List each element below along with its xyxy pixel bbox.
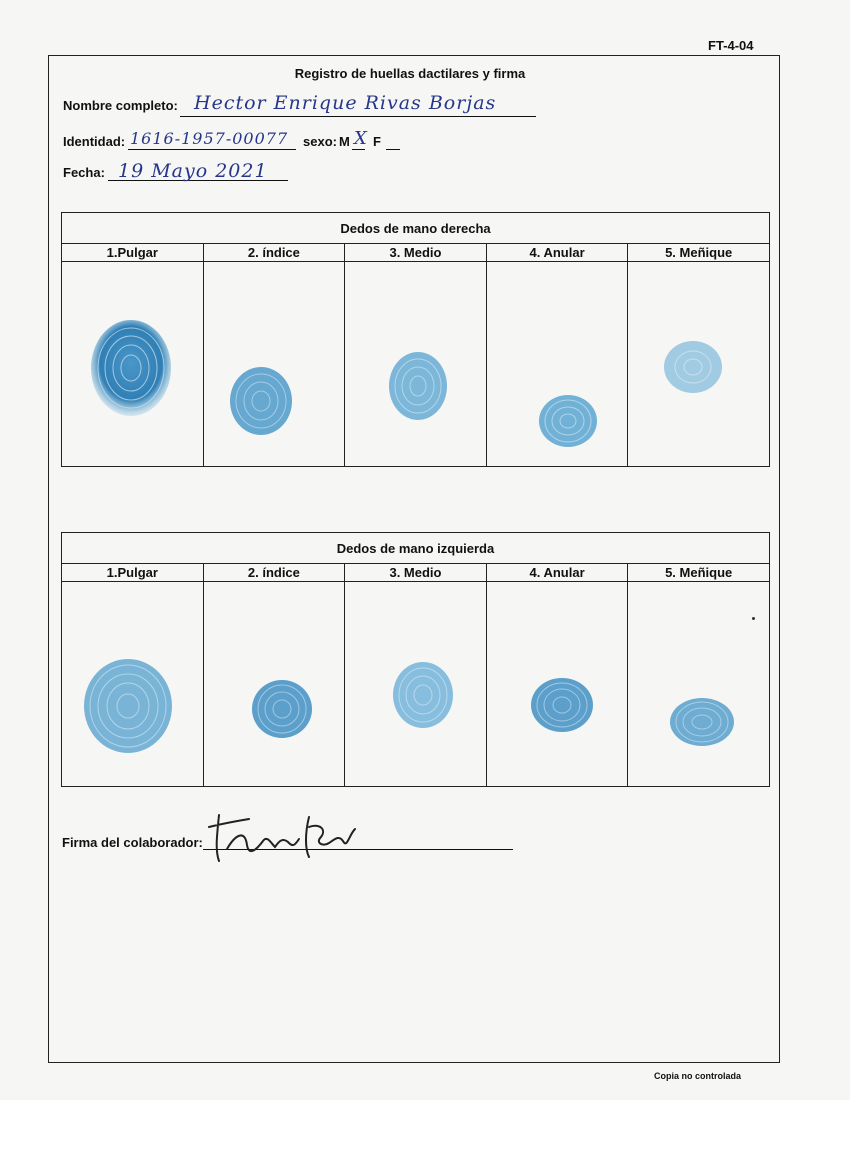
left-hand-table [61, 532, 770, 787]
right-pinky-print [662, 338, 724, 396]
right-hand-print-cells [62, 262, 769, 467]
form-code: FT-4-04 [708, 38, 754, 53]
signature-label: Firma del colaborador: [62, 835, 203, 850]
right-col-ring: 4. Anular [487, 244, 629, 261]
sex-m-underline [352, 149, 365, 150]
sex-m-mark: X [354, 128, 368, 149]
left-pinky-print [668, 696, 736, 748]
right-hand-table [61, 212, 770, 467]
right-hand-columns [62, 244, 769, 262]
right-index-cell [204, 262, 346, 467]
left-col-thumb: 1.Pulgar [62, 564, 204, 581]
right-col-thumb: 1.Pulgar [62, 244, 204, 261]
right-pinky-cell [628, 262, 769, 467]
left-ring-cell [487, 582, 629, 787]
right-col-index: 2. índice [204, 244, 346, 261]
right-middle-print [387, 350, 449, 422]
left-index-cell [204, 582, 346, 787]
signature-scribble [205, 805, 365, 867]
right-ring-print [537, 392, 599, 450]
date-value: 19 Mayo 2021 [118, 160, 268, 182]
left-col-pinky: 5. Meñique [665, 565, 733, 580]
left-hand-columns [62, 564, 769, 582]
form-title: Registro de huellas dactilares y firma [294, 66, 526, 81]
date-label: Fecha: [63, 165, 105, 180]
speck [752, 617, 755, 620]
right-ring-cell [487, 262, 629, 467]
right-col-middle: 3. Medio [345, 244, 487, 261]
left-thumb-print [82, 656, 174, 756]
left-middle-cell [345, 582, 487, 787]
left-col-index: 2. índice [204, 564, 346, 581]
footer-note: Copia no controlada [654, 1071, 742, 1081]
right-thumb-print [88, 317, 174, 419]
scan-margin [0, 1100, 850, 1170]
right-index-print [228, 365, 294, 437]
name-label: Nombre completo: [63, 98, 178, 113]
left-pinky-cell [628, 582, 769, 787]
left-hand-print-cells [62, 582, 769, 787]
left-middle-print [391, 660, 455, 730]
sex-f-underline [386, 149, 400, 150]
right-thumb-cell [62, 262, 204, 467]
left-hand-heading: Dedos de mano izquierda [62, 533, 769, 564]
right-hand-heading: Dedos de mano derecha [62, 213, 769, 244]
name-value: Hector Enrique Rivas Borjas [194, 92, 497, 114]
left-thumb-cell [62, 582, 204, 787]
left-col-ring: 4. Anular [487, 564, 629, 581]
left-col-middle: 3. Medio [345, 564, 487, 581]
right-col-pinky: 5. Meñique [665, 245, 733, 260]
sex-f-label: F [373, 134, 381, 149]
left-index-print [250, 678, 314, 740]
right-middle-cell [345, 262, 487, 467]
name-underline [180, 116, 536, 117]
left-ring-print [529, 676, 595, 734]
sex-label: sexo: [303, 134, 337, 149]
sex-m-label: M [339, 134, 350, 149]
id-label: Identidad: [63, 134, 126, 149]
id-underline [128, 149, 296, 150]
id-value: 1616-1957-00077 [130, 129, 289, 148]
